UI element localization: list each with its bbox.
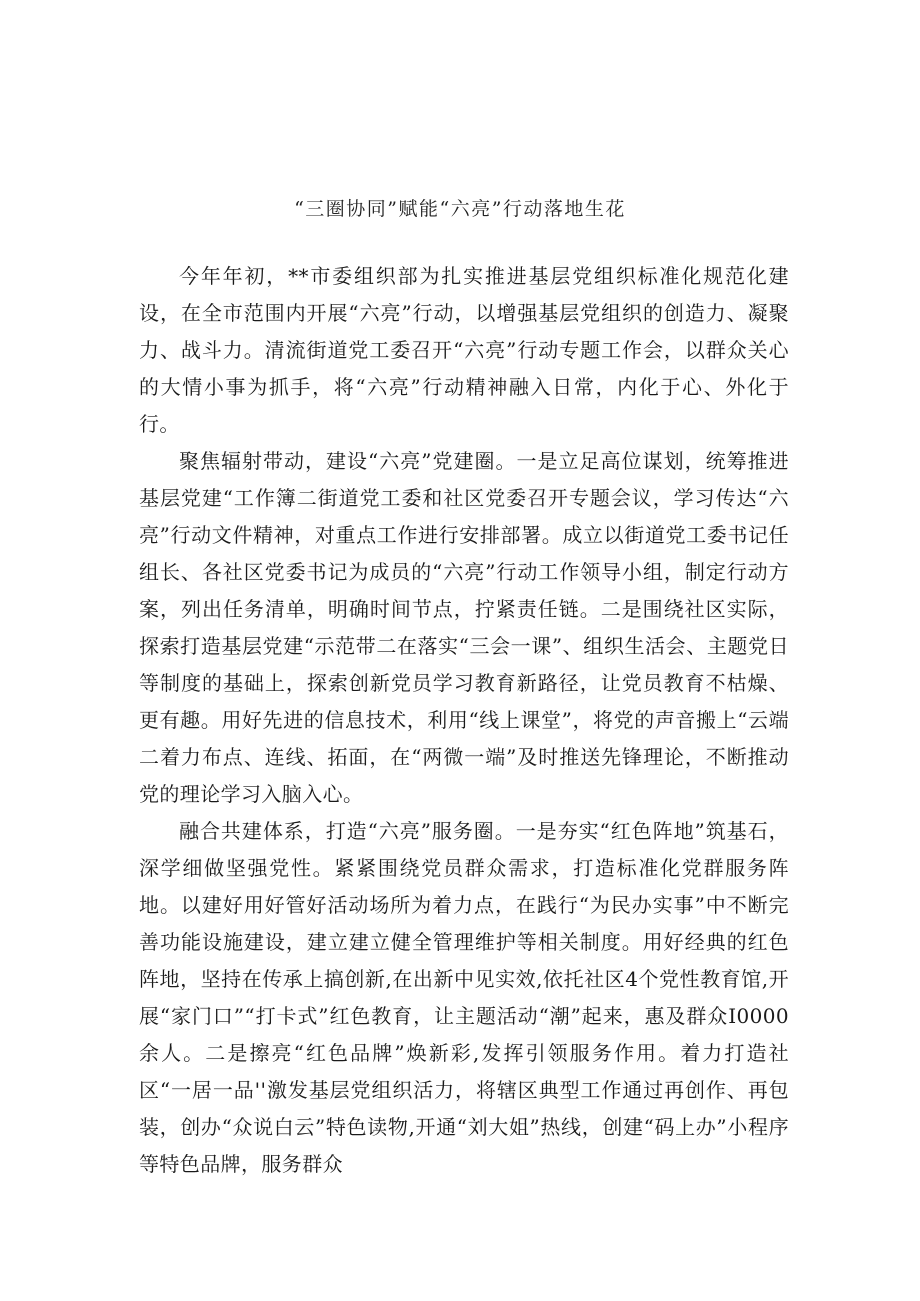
document-body — [139, 258, 789, 1183]
paragraph-service-circle: 融合共建体系，打造“六亮”服务圈。一是夯实“红色阵地”筑基石，深学细做坚强党性。紧紧围绕党员群众需求，打造标准化党群服务阵地。以建好用好管好活动场所为着力点，在践行“为民办实事”中不断完善功能设施建设，建立建立健全管理维护等相关制度。用好经典的红色阵地，坚持在传承上搞创新,在出新中见实效,依托社区4个党性教育馆,开展“家门口”“打卡式”红色教育，让主题活动“潮”起来，惠及群众I0000余人。二是擦亮“红色品牌”焕新彩,发挥引领服务作用。着力打造社区“一居一品''激发基层党组织活力，将辖区典型工作通过再创作、再包装，创办“众说白云”特色读物,开通“刘大姐”热线，创建“码上办”小程序等特色品牌，服务群众 — [139, 819, 789, 1176]
document-title: “三圈协同”赋能“六亮”行动落地生花 — [294, 198, 626, 220]
paragraph-intro: 今年年初，**市委组织部为扎实推进基层党组织标准化规范化建设，在全市范围内开展“六亮”行动，以增强基层党组织的创造力、凝聚力、战斗力。清流街道党工委召开“六亮”行动专题工作会，以群众关心的大情小事为抓手，将“六亮”行动精神融入日常，内化于心、外化于行。 — [139, 264, 789, 436]
paragraph-party-circle: 聚焦辐射带动，建设“六亮”党建圈。一是立足高位谋划，统筹推进基层党建“工作簿二街道党工委和社区党委召开专题会议，学习传达“六亮”行动文件精神，对重点工作进行安排部署。成立以街道党工委书记任组长、各社区党委书记为成员的“六亮”行动工作领导小组，制定行动方案，列出任务清单，明确时间节点，拧紧责任链。二是围绕社区实际，探索打造基层党建“示范带二在落实“三会一课”、组织生活会、主题党日等制度的基础上，探索创新党员学习教育新路径，让党员教育不枯燥、更有趣。用好先进的信息技术，利用“线上课堂”，将党的声音搬上“云端二着力布点、连线、拓面，在“两微一端”及时推送先锋理论，不断推动党的理论学习入脑入心。 — [139, 449, 789, 806]
